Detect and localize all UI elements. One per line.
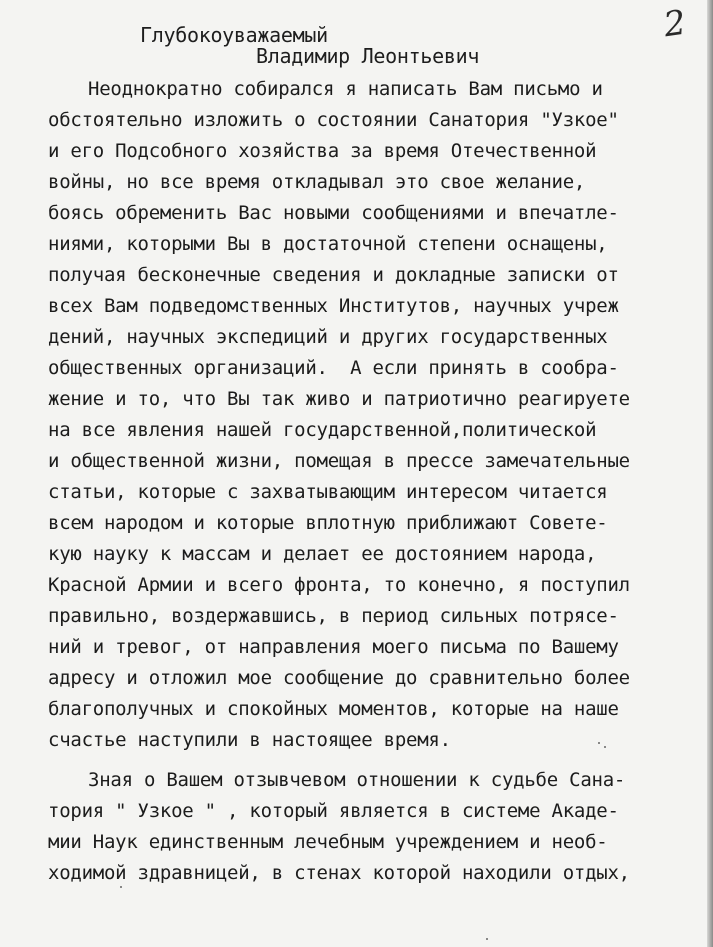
text-line: всем народом и которые вплотную приближают Совете- (48, 512, 608, 534)
text-line: Зная о Вашем отзывчевом отношении к судьбе Сана- (88, 769, 626, 791)
text-line: мии Наук единственным лечебным учреждением и необ- (48, 831, 608, 853)
text-line: благополучных и спокойных моментов, которые на наше (48, 698, 619, 720)
salutation-line-1: Глубокоуважаемый (140, 23, 328, 47)
text-line: всех Вам подведомственных Институтов, научных учреж (48, 295, 619, 317)
text-line: дений, научных экспедиций и других государственных (48, 326, 608, 348)
text-line: войны, но все время откладывал это свое желание, (48, 171, 586, 193)
text-line: ходимой здравницей, в стенах которой находили отдых, (48, 862, 630, 884)
text-line: тория " Узкое " , который является в системе Акаде- (48, 800, 619, 822)
text-line: правильно, воздержавшись, в период сильных потрясе- (48, 605, 619, 627)
text-line: счастье наступили в настоящее время. (48, 729, 451, 751)
text-line: кую науку к массам и делает ее достоянием народа, (48, 543, 597, 565)
text-line: и его Подсобного хозяйства за время Отечественной (48, 140, 597, 162)
salutation-line-2: Владимир Леонтьевич (256, 44, 480, 68)
text-line: обстоятельно изложить о состоянии Санатория "Узкое" (48, 109, 619, 131)
text-line: Красной Армии и всего фронта, то конечно, я поступил (48, 574, 630, 596)
page-number: 2 (661, 2, 689, 46)
text-line: на все явления нашей государственной,политической (48, 419, 597, 441)
text-line: ний и тревог, от направления моего письма по Вашему (48, 636, 619, 658)
text-line: ниями, которыми Вы в достаточной степени оснащены, (48, 233, 608, 255)
text-line: жение и то, что Вы так живо и патриотично реагируете (48, 388, 630, 410)
ink-speck (598, 742, 600, 744)
text-line: общественных организаций. А если принять в сообра- (48, 357, 619, 379)
text-line: получая бесконечные сведения и докладные записки от (48, 264, 619, 286)
paragraph-gap (48, 756, 688, 765)
text-line: статьи, которые с захватывающим интересом читается (48, 481, 608, 503)
text-line: и общественной жизни, помещая в прессе замечательные (48, 450, 630, 472)
ink-speck (486, 938, 488, 940)
letter-body (48, 74, 688, 889)
ink-speck (604, 746, 606, 748)
text-line: боясь обременить Вас новыми сообщениями и впечатле- (48, 202, 619, 224)
text-line: Неоднократно собирался я написать Вам письмо и (88, 78, 603, 100)
text-line: адресу и отложил мое сообщение до сравнительно более (48, 667, 630, 689)
ink-speck (120, 886, 122, 888)
scan-edge-shadow (707, 0, 713, 947)
